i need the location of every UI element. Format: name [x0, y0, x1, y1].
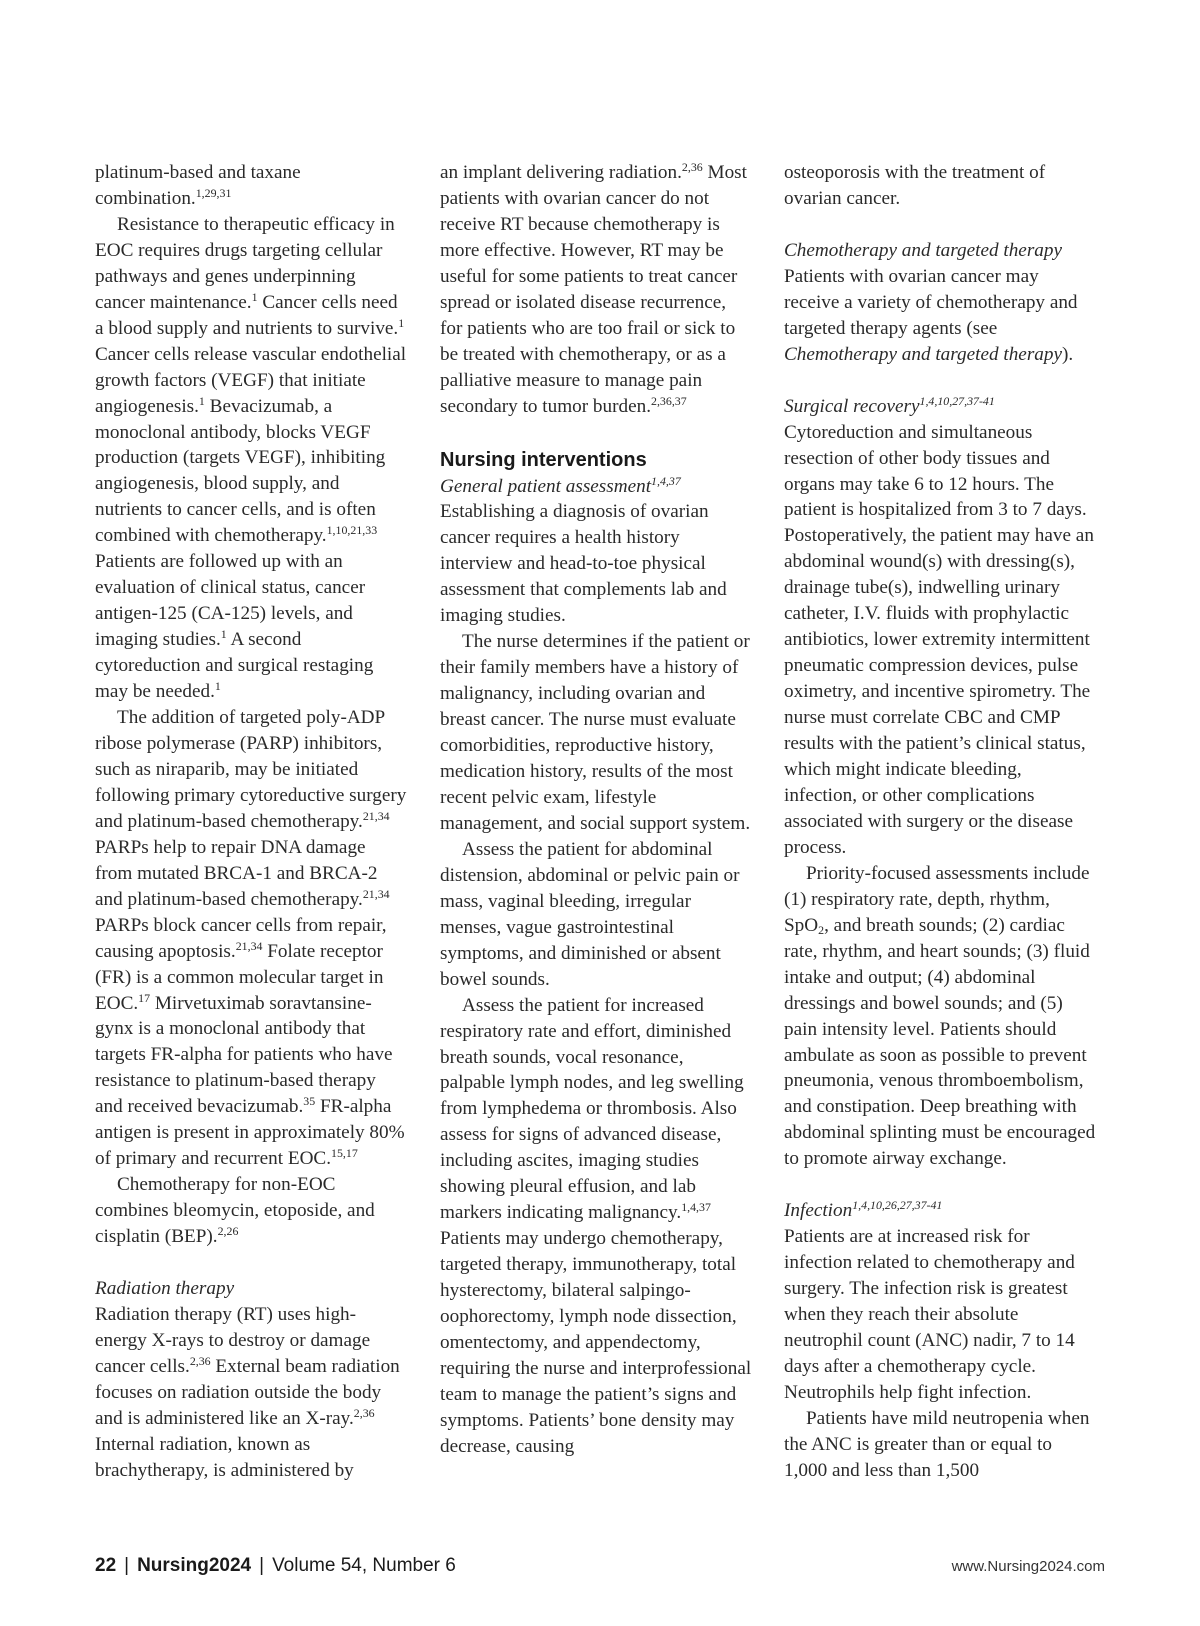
- section-heading-nursing-interventions: Nursing interventions: [440, 448, 647, 471]
- paragraph: Patients are at increased risk for infection related to chemotherapy and surgery. The infection risk is greatest when they reach their absolute neutrophil count (ANC) nadir, 7 to 14 days after a chemotherapy cycle. Neutrophils help fight infection.: [784, 1226, 1075, 1403]
- reference-superscript: 35: [303, 1094, 316, 1109]
- column-2: [440, 160, 752, 1460]
- reference-superscript: 17: [138, 990, 151, 1005]
- magazine-name: Nursing2024: [137, 1555, 252, 1576]
- paragraph: osteoporosis with the treatment of ovarian cancer.: [784, 162, 1046, 209]
- page-footer: [95, 1555, 1105, 1581]
- reference-superscript: 2,36: [353, 1405, 375, 1420]
- website-url: www.Nursing2024.com: [951, 1558, 1105, 1575]
- paragraph: Radiation therapy (RT) uses high-energy X-rays to destroy or damage cancer cells.$^{2,36}$ External beam radiation focuses on radiation outside the body and is administered like an X-ray.$^{2,36}$ Internal radiation, known as brachytherapy, is administered by: [95, 1303, 400, 1481]
- subheading-chemotherapy-and-targeted-therapy: Chemotherapy and targeted therapy: [784, 239, 1062, 261]
- paragraph: The addition of targeted poly-ADP ribose polymerase (PARP) inhibitors, such as niraparib, may be initiated following primary cytoreductive surgery and platinum-based chemotherapy.$^{21,34}$ PARPs help to repair DNA damage from mutated BRCA-1 and BRCA-2 and platinum-based chemotherapy.$^{21,34}$ PARPs block cancer cells from repair, causing apoptosis.$^{21,34}$ Folate receptor (FR) is a common molecular target in EOC.$^{17}$ Mirvetuximab soravtansine-gynx is a monoclonal antibody that targets FR-alpha for patients who have resistance to platinum-based therapy and received bevacizumab.$^{35}$ FR-alpha antigen is present in approximately 80% of primary and recurrent EOC.$^{15,17}$: [95, 707, 407, 1170]
- paragraph: Patients have mild neutropenia when the ANC is greater than or equal to 1,000 and less than 1,500: [784, 1407, 1090, 1481]
- page-number: 22: [95, 1555, 117, 1576]
- reference-superscript: 1: [251, 289, 258, 304]
- reference-superscript: 15,17: [331, 1146, 358, 1161]
- reference-superscript: 1,10,21,33: [326, 523, 378, 538]
- paragraph: Priority-focused assessments include (1) respiratory rate, depth, rhythm, SpO$_2$, and breath sounds; (2) cardiac rate, rhythm, and heart sounds; (3) fluid intake and output; (4) abdominal dressings and bowel sounds; and (5) pain intensity level. Patients should ambulate as soon as possible to prevent pneumonia, venous thromboembolism, and constipation. Deep breathing with abdominal splinting must be encouraged to promote airway exchange.: [784, 862, 1096, 1170]
- subheading-general-patient-assessment: General patient assessment$^{1,4,37}$: [440, 473, 681, 497]
- reference-superscript: 21,34: [235, 938, 263, 953]
- reference-superscript: 1,4,10,26,27,37-41: [852, 1198, 943, 1213]
- column-1: [95, 160, 407, 1484]
- subscript: 2: [818, 922, 825, 937]
- reference-superscript: 1: [398, 315, 405, 330]
- sidebar-reference: Chemotherapy and targeted therapy: [784, 343, 1062, 365]
- paragraph: Chemotherapy for non-EOC combines bleomycin, etoposide, and cisplatin (BEP).$^{2,26}$: [95, 1174, 375, 1248]
- reference-superscript: 2,26: [217, 1223, 239, 1238]
- footer-left: [95, 1555, 456, 1577]
- paragraph: Assess the patient for increased respiratory rate and effort, diminished breath sounds, vocal resonance, palpable lymph nodes, and leg swelling from lymphedema or thrombosis. Also assess for signs of advanced disease, including ascites, imaging studies showing pleural effusion, and lab markers indicating malignancy.$^{1,4,37}$ Patients may undergo chemotherapy, targeted therapy, immunotherapy, total hysterectomy, bilateral salpingo-oophorectomy, lymph node dissection, omentectomy, and appendectomy, requiring the nurse and interprofessional team to manage the patient’s signs and symptoms. Patients’ bone density may decrease, causing: [440, 994, 752, 1457]
- paragraph: The nurse determines if the patient or their family members have a history of malignancy, including ovarian and breast cancer. The nurse must evaluate comorbidities, reproductive history, medication history, results of the most recent pelvic exam, lifestyle management, and social support system.: [440, 631, 751, 834]
- reference-superscript: 1,4,37: [681, 1200, 711, 1215]
- reference-superscript: 1,4,37: [651, 473, 681, 488]
- subheading-surgical-recovery: Surgical recovery$^{1,4,10,27,37-41}$: [784, 393, 995, 417]
- reference-superscript: 2,36: [189, 1353, 211, 1368]
- subheading-infection: Infection$^{1,4,10,26,27,37-41}$: [784, 1198, 943, 1222]
- paragraph: Patients with ovarian cancer may receive a variety of chemotherapy and targeted therapy agents (see Chemotherapy and targeted therapy).: [784, 265, 1078, 365]
- reference-superscript: 1: [214, 678, 221, 693]
- column-3: [784, 160, 1096, 1484]
- footer-separator: |: [259, 1555, 265, 1576]
- paragraph: platinum-based and taxane combination.$^{1,29,31}$: [95, 162, 301, 209]
- reference-superscript: 1: [198, 393, 205, 408]
- paragraph: Assess the patient for abdominal distension, abdominal or pelvic pain or mass, vaginal bleeding, irregular menses, vague gastrointestinal symptoms, and diminished or absent bowel sounds.: [440, 838, 740, 990]
- subheading-radiation-therapy: Radiation therapy: [95, 1278, 235, 1300]
- reference-superscript: 21,34: [362, 886, 390, 901]
- reference-superscript: 1,29,31: [195, 185, 232, 200]
- paragraph: Establishing a diagnosis of ovarian cancer requires a health history interview and head-to-toe physical assessment that complements lab and imaging studies.: [440, 501, 727, 627]
- footer-separator: |: [124, 1555, 130, 1576]
- paragraph: Cytoreduction and simultaneous resection of other body tissues and organs may take 6 to 12 hours. The patient is hospitalized from 3 to 7 days. Postoperatively, the patient may have an abdominal wound(s) with dressing(s), drainage tube(s), indwelling urinary catheter, I.V. fluids with prophylactic antibiotics, lower extremity intermittent pneumatic compression devices, pulse oximetry, and incentive spirometry. The nurse must correlate CBC and CMP results with the patient’s clinical status, which might indicate bleeding, infection, or other complications associated with surgery or the disease process.: [784, 421, 1094, 858]
- volume-info: Volume 54, Number 6: [272, 1555, 456, 1576]
- reference-superscript: 1,4,10,27,37-41: [919, 393, 995, 408]
- reference-superscript: 1: [220, 627, 227, 642]
- reference-superscript: 2,36: [681, 159, 703, 174]
- reference-superscript: 21,34: [362, 808, 390, 823]
- paragraph: an implant delivering radiation.$^{2,36}$ Most patients with ovarian cancer do not receive RT because chemotherapy is more effective. However, RT may be useful for some patients to treat cancer spread or isolated disease recurrence, for patients who are too frail or sick to be treated with chemotherapy, or as a palliative measure to manage pain secondary to tumor burden.$^{2,36,37}$: [440, 159, 747, 417]
- paragraph: Resistance to therapeutic efficacy in EOC requires drugs targeting cellular pathways and genes underpinning cancer maintenance.$^1$ Cancer cells need a blood supply and nutrients to survive.$^1$ Cancer cells release vascular endothelial growth factors (VEGF) that initiate angiogenesis.$^1$ Bevacizumab, a monoclonal antibody, blocks VEGF production (targets VEGF), inhibiting angiogenesis, blood supply, and nutrients to cancer cells, and is often combined with chemotherapy.$^{1,10,21,33}$ Patients are followed up with an evaluation of clinical status, cancer antigen-125 (CA-125) levels, and imaging studies.$^1$ A second cytoreduction and surgical restaging may be needed.$^1$: [95, 213, 407, 703]
- reference-superscript: 2,36,37: [651, 393, 687, 408]
